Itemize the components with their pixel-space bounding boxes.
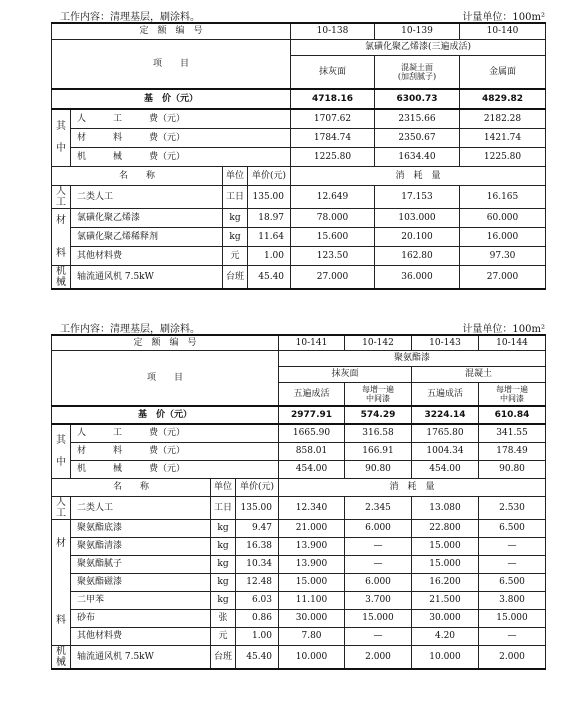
resource-unit: 元 xyxy=(211,627,236,645)
resource-name: 其他材料费 xyxy=(71,246,223,265)
resource-unit: kg xyxy=(211,573,236,591)
resource-name: 其他材料费 xyxy=(71,627,211,645)
consumption-value: 13.900 xyxy=(279,537,345,555)
quota-table-1 xyxy=(51,22,546,290)
consumption-value: 15.600 xyxy=(291,227,375,246)
consumption-value: 36.000 xyxy=(375,265,460,289)
consumption-value: 12.649 xyxy=(291,185,375,208)
quota-table-2 xyxy=(51,334,546,670)
consumption-value: 15.000 xyxy=(345,609,412,627)
header-price: 单价(元) xyxy=(248,166,291,185)
consumption-value: 60.000 xyxy=(460,208,546,227)
consumption-value: — xyxy=(479,537,546,555)
item-sub: 五遍成活 xyxy=(412,382,479,406)
resource-unit: kg xyxy=(223,227,248,246)
resource-name: 氯磺化聚乙烯漆 xyxy=(71,208,223,227)
qizhong-label: 其 中 xyxy=(52,424,71,478)
item-label: 项 目 xyxy=(52,350,279,406)
resource-name: 轴流通风机 7.5kW xyxy=(71,265,223,289)
consumption-value: 15.000 xyxy=(412,537,479,555)
cost-value: 1707.62 xyxy=(291,109,375,128)
cost-row-name: 材 料 费（元） xyxy=(71,128,291,147)
consumption-value: — xyxy=(345,555,412,573)
consumption-value: 103.000 xyxy=(375,208,460,227)
consumption-value: 30.000 xyxy=(412,609,479,627)
category-material: 材 料 xyxy=(52,208,71,265)
consumption-value: 3.700 xyxy=(345,591,412,609)
cost-value: 2315.66 xyxy=(375,109,460,128)
base-price-label: 基 价（元） xyxy=(52,406,279,424)
consumption-value: 3.800 xyxy=(479,591,546,609)
consumption-value: — xyxy=(479,627,546,645)
consumption-value: 2.530 xyxy=(479,496,546,519)
category-machine: 机械 xyxy=(52,265,71,289)
header-unit: 单位 xyxy=(223,166,248,185)
consumption-value: 78.000 xyxy=(291,208,375,227)
work-content-2: 工作内容：清理基层，刷涂料。 xyxy=(60,324,200,335)
consumption-value: 2.000 xyxy=(345,645,412,669)
cost-value: 90.80 xyxy=(345,460,412,478)
quota-code: 10-140 xyxy=(460,23,546,39)
resource-price: 9.47 xyxy=(236,519,279,537)
cost-value: 166.91 xyxy=(345,442,412,460)
cost-row-name: 机 械 费（元） xyxy=(71,147,291,166)
consumption-value: 30.000 xyxy=(279,609,345,627)
item-subgroup: 抹灰面 xyxy=(279,366,412,382)
header-name: 名 称 xyxy=(52,166,223,185)
cost-value: 454.00 xyxy=(279,460,345,478)
resource-price: 11.64 xyxy=(248,227,291,246)
category-labor: 人工 xyxy=(52,496,71,519)
cost-value: 858.01 xyxy=(279,442,345,460)
resource-name: 聚氨酯清漆 xyxy=(71,537,211,555)
cost-value: 2350.67 xyxy=(375,128,460,147)
cost-value: 1634.40 xyxy=(375,147,460,166)
resource-name: 氯磺化聚乙烯稀释剂 xyxy=(71,227,223,246)
cost-value: 1225.80 xyxy=(460,147,546,166)
base-price-label: 基 价（元） xyxy=(52,89,291,109)
consumption-value: — xyxy=(479,555,546,573)
resource-name: 轴流通风机 7.5kW xyxy=(71,645,211,669)
base-price: 4829.82 xyxy=(460,89,546,109)
cost-value: 1421.74 xyxy=(460,128,546,147)
resource-price: 18.97 xyxy=(248,208,291,227)
resource-price: 45.40 xyxy=(236,645,279,669)
consumption-value: 11.100 xyxy=(279,591,345,609)
consumption-value: 27.000 xyxy=(460,265,546,289)
consumption-value: 2.000 xyxy=(479,645,546,669)
item-group: 氯磺化聚乙烯漆(三遍成活) xyxy=(291,39,546,55)
item-label: 项 目 xyxy=(52,39,291,89)
resource-unit: 工日 xyxy=(223,185,248,208)
resource-price: 10.34 xyxy=(236,555,279,573)
cost-value: 341.55 xyxy=(479,424,546,442)
consumption-value: 123.50 xyxy=(291,246,375,265)
resource-unit: kg xyxy=(211,555,236,573)
cost-value: 1765.80 xyxy=(412,424,479,442)
resource-name: 二甲苯 xyxy=(71,591,211,609)
resource-unit: kg xyxy=(211,591,236,609)
consumption-value: 6.000 xyxy=(345,573,412,591)
cost-value: 316.58 xyxy=(345,424,412,442)
quota-code: 10-138 xyxy=(291,23,375,39)
category-material: 材 料 xyxy=(52,519,71,645)
consumption-value: 12.340 xyxy=(279,496,345,519)
resource-price: 135.00 xyxy=(248,185,291,208)
work-content-1: 工作内容：清理基层，刷涂料。 xyxy=(60,12,200,23)
consumption-value: 17.153 xyxy=(375,185,460,208)
resource-name: 聚氨酯磁漆 xyxy=(71,573,211,591)
item-sub: 金属面 xyxy=(460,55,546,89)
resource-name: 二类人工 xyxy=(71,496,211,519)
base-price: 610.84 xyxy=(479,406,546,424)
base-price: 4718.16 xyxy=(291,89,375,109)
consumption-value: 162.80 xyxy=(375,246,460,265)
resource-unit: kg xyxy=(223,208,248,227)
category-labor: 人工 xyxy=(52,185,71,208)
resource-unit: 台班 xyxy=(211,645,236,669)
item-sub: 每增一遍 中间漆 xyxy=(479,382,546,406)
base-price: 3224.14 xyxy=(412,406,479,424)
resource-price: 12.48 xyxy=(236,573,279,591)
cost-row-name: 材 料 费（元） xyxy=(71,442,279,460)
cost-row-name: 人 工 费（元） xyxy=(71,424,279,442)
header-unit: 单位 xyxy=(211,478,236,496)
quota-code-label: 定 额 编 号 xyxy=(52,335,279,350)
consumption-value: 21.500 xyxy=(412,591,479,609)
base-price: 574.29 xyxy=(345,406,412,424)
item-sub: 五遍成活 xyxy=(279,382,345,406)
consumption-value: 6.500 xyxy=(479,573,546,591)
header-price: 单价(元) xyxy=(236,478,279,496)
resource-price: 1.00 xyxy=(236,627,279,645)
consumption-value: 13.900 xyxy=(279,555,345,573)
resource-unit: kg xyxy=(211,519,236,537)
cost-value: 178.49 xyxy=(479,442,546,460)
header-consumption: 消 耗 量 xyxy=(279,478,546,496)
resource-price: 1.00 xyxy=(248,246,291,265)
consumption-value: 27.000 xyxy=(291,265,375,289)
resource-name: 聚氨酯底漆 xyxy=(71,519,211,537)
consumption-value: 4.20 xyxy=(412,627,479,645)
consumption-value: 22.800 xyxy=(412,519,479,537)
consumption-value: 6.500 xyxy=(479,519,546,537)
consumption-value: 10.000 xyxy=(279,645,345,669)
resource-unit: 元 xyxy=(223,246,248,265)
header-name: 名 称 xyxy=(52,478,211,496)
consumption-value: 13.080 xyxy=(412,496,479,519)
resource-unit: 工日 xyxy=(211,496,236,519)
consumption-value: — xyxy=(345,627,412,645)
quota-code: 10-139 xyxy=(375,23,460,39)
consumption-value: 21.000 xyxy=(279,519,345,537)
consumption-value: 20.100 xyxy=(375,227,460,246)
quota-code: 10-143 xyxy=(412,335,479,350)
cost-row-name: 机 械 费（元） xyxy=(71,460,279,478)
item-sub: 混凝土面 (加刮腻子) xyxy=(375,55,460,89)
consumption-value: 16.200 xyxy=(412,573,479,591)
resource-unit: 台班 xyxy=(223,265,248,289)
base-price: 6300.73 xyxy=(375,89,460,109)
measure-unit-1: 计量单位：100m² xyxy=(462,12,545,23)
resource-name: 砂布 xyxy=(71,609,211,627)
qizhong-label: 其 中 xyxy=(52,109,71,166)
resource-unit: kg xyxy=(211,537,236,555)
resource-price: 0.86 xyxy=(236,609,279,627)
cost-value: 90.80 xyxy=(479,460,546,478)
cost-value: 454.00 xyxy=(412,460,479,478)
resource-price: 135.00 xyxy=(236,496,279,519)
consumption-value: 2.345 xyxy=(345,496,412,519)
resource-name: 二类人工 xyxy=(71,185,223,208)
item-sub: 每增一遍 中间漆 xyxy=(345,382,412,406)
consumption-value: 15.000 xyxy=(279,573,345,591)
item-subgroup: 混凝土 xyxy=(412,366,546,382)
category-machine: 机械 xyxy=(52,645,71,669)
header-consumption: 消 耗 量 xyxy=(291,166,546,185)
consumption-value: 10.000 xyxy=(412,645,479,669)
base-price: 2977.91 xyxy=(279,406,345,424)
consumption-value: 15.000 xyxy=(479,609,546,627)
cost-value: 1784.74 xyxy=(291,128,375,147)
item-group: 聚氨酯漆 xyxy=(279,350,546,366)
consumption-value: 15.000 xyxy=(412,555,479,573)
resource-price: 6.03 xyxy=(236,591,279,609)
cost-row-name: 人 工 费（元） xyxy=(71,109,291,128)
resource-name: 聚氨酯腻子 xyxy=(71,555,211,573)
consumption-value: 6.000 xyxy=(345,519,412,537)
cost-value: 1665.90 xyxy=(279,424,345,442)
consumption-value: 7.80 xyxy=(279,627,345,645)
consumption-value: 16.165 xyxy=(460,185,546,208)
cost-value: 1004.34 xyxy=(412,442,479,460)
quota-code: 10-141 xyxy=(279,335,345,350)
consumption-value: 97.30 xyxy=(460,246,546,265)
quota-code: 10-144 xyxy=(479,335,546,350)
quota-code-label: 定 额 编 号 xyxy=(52,23,291,39)
cost-value: 1225.80 xyxy=(291,147,375,166)
resource-price: 45.40 xyxy=(248,265,291,289)
resource-unit: 张 xyxy=(211,609,236,627)
cost-value: 2182.28 xyxy=(460,109,546,128)
consumption-value: 16.000 xyxy=(460,227,546,246)
quota-code: 10-142 xyxy=(345,335,412,350)
consumption-value: — xyxy=(345,537,412,555)
item-sub: 抹灰面 xyxy=(291,55,375,89)
measure-unit-2: 计量单位：100m² xyxy=(462,324,545,335)
resource-price: 16.38 xyxy=(236,537,279,555)
